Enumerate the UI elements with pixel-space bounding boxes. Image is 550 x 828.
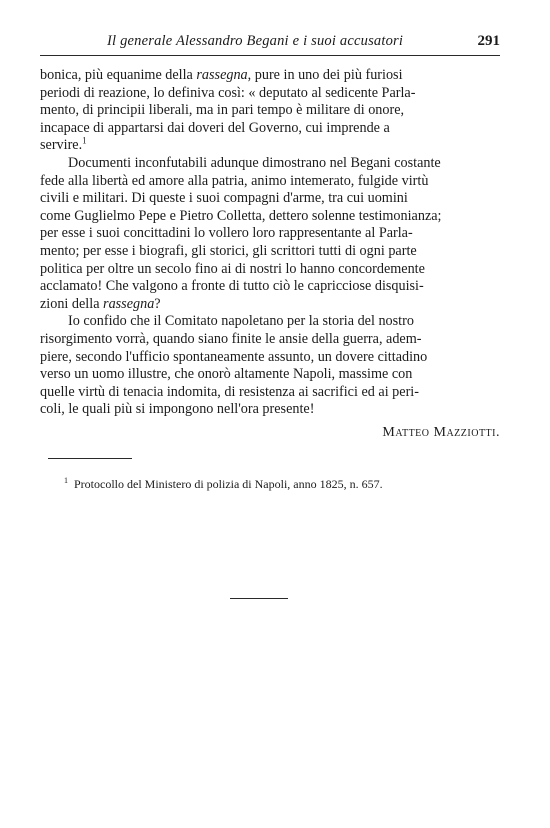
- text-line: risorgimento vorrà, quando siano finite le ansie della guerra, adem-: [40, 330, 422, 347]
- running-title: Il generale Alessandro Begani e i suoi accusatori: [107, 33, 404, 49]
- text-line: periodi di reazione, lo definiva così: « deputato al sedicente Parla-: [40, 84, 416, 101]
- paragraph: [40, 313, 500, 419]
- text-line: acclamato! Che valgono a fronte di tutto ciò le capricciose disquisi-: [40, 278, 424, 295]
- text-line: servire.: [40, 137, 83, 154]
- text-line: come Guglielmo Pepe e Pietro Colletta, dettero solenne testimonianza;: [40, 207, 442, 224]
- page-number: 291: [477, 33, 500, 49]
- text-line: verso un uomo illustre, che onorò altamente Napoli, massime con: [40, 366, 413, 383]
- bottom-rule: [230, 598, 288, 599]
- text-line: civili e militari. Di queste i suoi compagni d'arme, tra cui uomini: [40, 190, 408, 207]
- text-line: incapace di appartarsi dai doveri del Governo, cui imprende a: [40, 119, 390, 136]
- header-rule: [40, 55, 500, 56]
- text-line: fede alla libertà ed amore alla patria, animo intemerato, fulgide virtù: [40, 172, 429, 189]
- text-line: politica per oltre un secolo fino ai di nostri lo hanno concordemente: [40, 260, 425, 277]
- text-line: bonica, più equanime della rassegna, pure in uno dei più furiosi: [40, 67, 403, 83]
- body-text: [40, 67, 500, 419]
- text-line: Io confido che il Comitato napoletano per la storia del nostro: [68, 313, 414, 330]
- footnote-mark: 1: [64, 476, 68, 485]
- running-header: [40, 33, 500, 53]
- text-line: zioni della rassegna?: [40, 295, 161, 312]
- footnote-reference: 1: [82, 135, 87, 146]
- footnote-rule: [48, 458, 132, 459]
- text-line: Documenti inconfutabili adunque dimostrano nel Begani costante: [68, 154, 441, 171]
- text-line: quelle virtù di tenacia indomita, di resistenza ai sacrifici ed ai peri-: [40, 383, 419, 400]
- paragraph: [40, 155, 500, 313]
- text-line: piere, secondo l'ufficio spontaneamente assunto, un dovere cittadino: [40, 348, 428, 365]
- paragraph: [40, 67, 500, 155]
- footnote-text: Protocollo del Ministero di polizia di Napoli, anno 1825, n. 657.: [74, 477, 383, 491]
- text-line: mento, di principii liberali, ma in pari tempo è militare di onore,: [40, 102, 405, 119]
- text-line: coli, le quali più si impongono nell'ora presente!: [40, 401, 315, 418]
- text-line: mento; per esse i biografi, gli storici, gli scrittori tutti di ogni parte: [40, 242, 417, 259]
- text-line: per esse i suoi concittadini lo vollero loro rappresentante al Parla-: [40, 225, 413, 242]
- footnote: [64, 473, 484, 492]
- signature: Matteo Mazziotti.: [382, 425, 500, 440]
